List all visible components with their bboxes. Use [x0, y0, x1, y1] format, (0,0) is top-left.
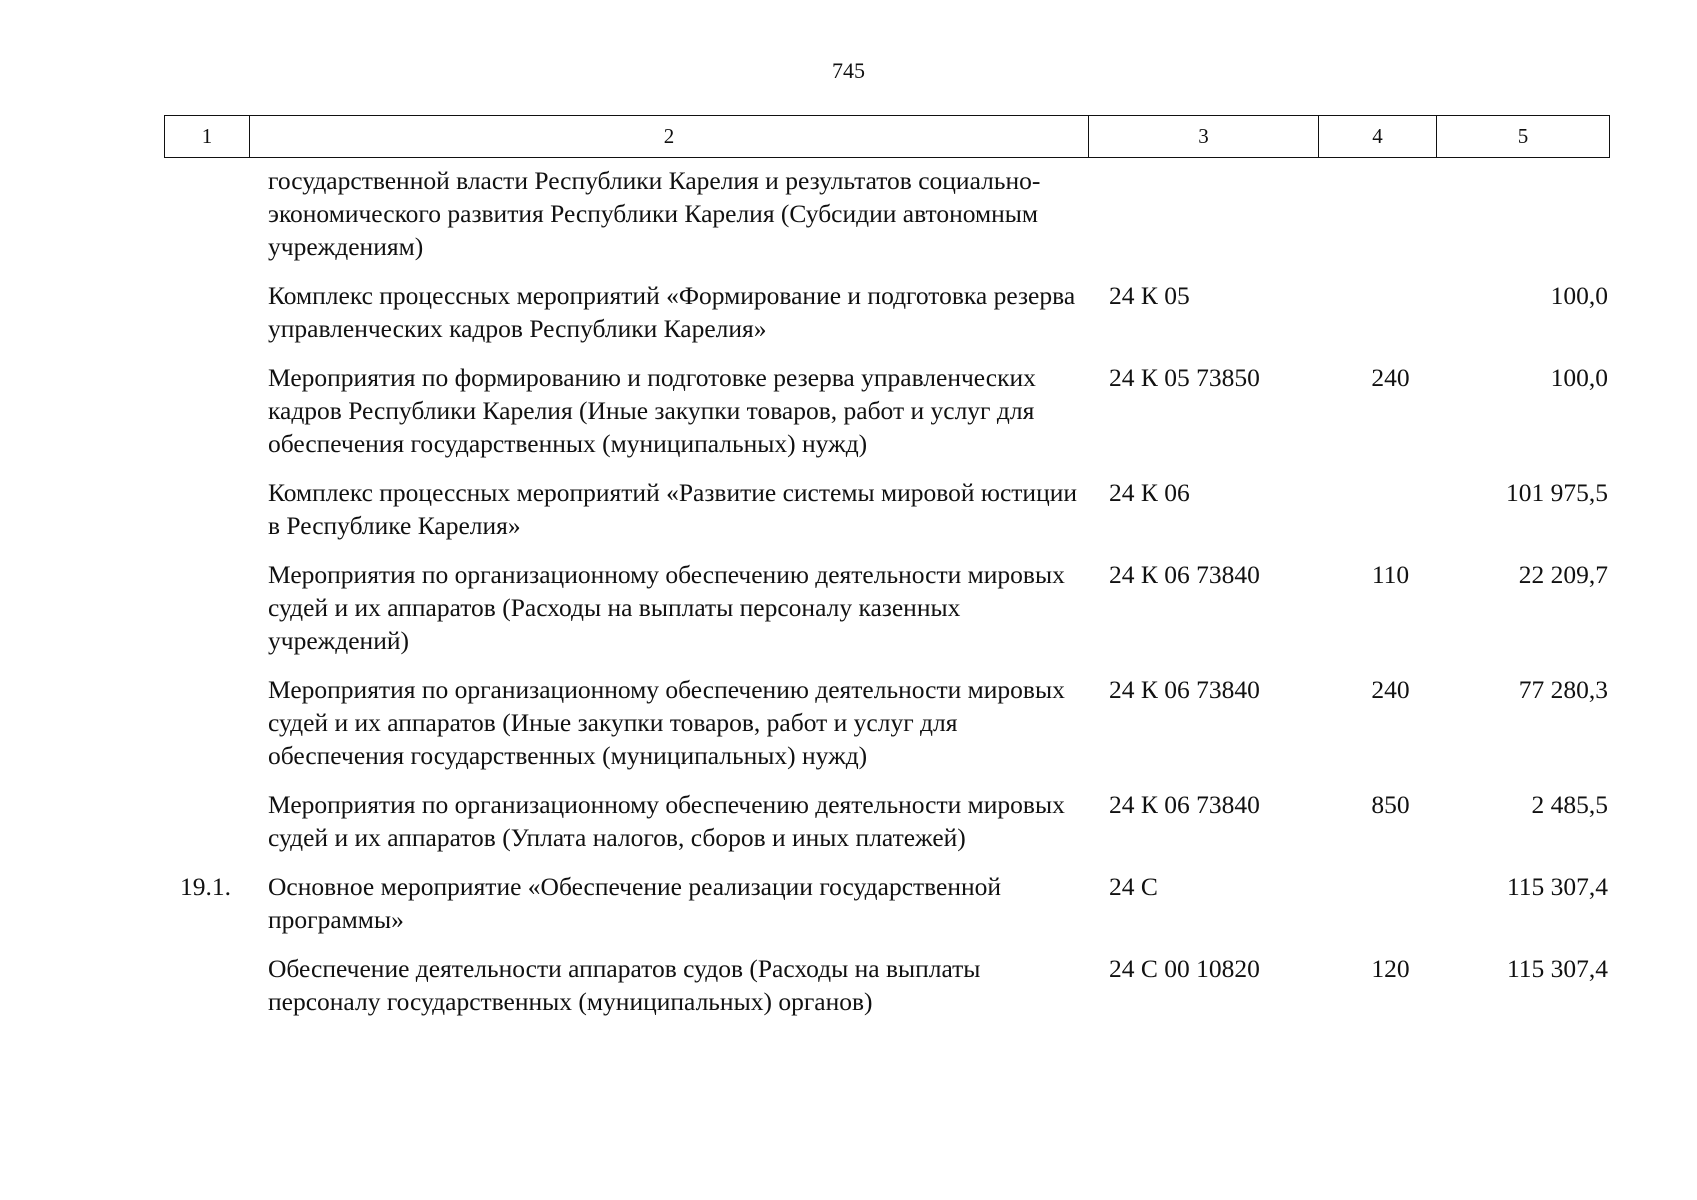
table-body — [164, 164, 1614, 1034]
table-row — [164, 476, 1614, 542]
row-code: 24 С 00 10820 — [1109, 954, 1260, 983]
row-description: Мероприятия по организационному обеспечению деятельности мировых судей и их аппаратов (Расходы на выплаты персоналу казенных учреждений) — [268, 560, 1065, 655]
table-row — [164, 952, 1614, 1018]
table-row — [164, 164, 1614, 263]
row-code: 24 К 05 73850 — [1109, 363, 1260, 392]
row-amount: 77 280,3 — [1518, 675, 1608, 704]
row-amount: 101 975,5 — [1506, 478, 1608, 507]
row-description: Мероприятия по формированию и подготовке резерва управленческих кадров Республики Карелия (Иные закупки товаров, работ и услуг для обеспечения государственных (муниципальных) нужд) — [268, 363, 1036, 458]
row-code: 24 К 06 73840 — [1109, 790, 1260, 819]
column-header-row — [165, 116, 1610, 158]
row-code: 24 К 05 — [1109, 281, 1190, 310]
row-amount: 100,0 — [1550, 363, 1608, 392]
column-header-3: 3 — [1089, 116, 1319, 158]
table-row — [164, 788, 1614, 854]
row-expense-type: 120 — [1371, 954, 1410, 983]
column-header-1: 1 — [165, 116, 250, 158]
table-row — [164, 361, 1614, 460]
row-description: Комплекс процессных мероприятий «Развитие системы мировой юстиции в Республике Карелия» — [268, 478, 1078, 540]
table-row — [164, 279, 1614, 345]
row-description: Обеспечение деятельности аппаратов судов (Расходы на выплаты персоналу государственных (муниципальных) органов) — [268, 954, 981, 1016]
row-expense-type: 850 — [1371, 790, 1410, 819]
table-row — [164, 673, 1614, 772]
row-amount: 100,0 — [1550, 281, 1608, 310]
page-number: 745 — [832, 58, 865, 83]
row-code: 24 С — [1109, 872, 1158, 901]
row-description: Мероприятия по организационному обеспечению деятельности мировых судей и их аппаратов (Уплата налогов, сборов и иных платежей) — [268, 790, 1065, 852]
column-header-5: 5 — [1437, 116, 1610, 158]
row-description: Комплекс процессных мероприятий «Формирование и подготовка резерва управленческих кадров Республики Карелия» — [268, 281, 1076, 343]
row-expense-type: 240 — [1371, 675, 1410, 704]
row-code: 24 К 06 — [1109, 478, 1190, 507]
table-row — [164, 558, 1614, 657]
column-header-2: 2 — [250, 116, 1089, 158]
table-row — [164, 870, 1614, 936]
row-amount: 22 209,7 — [1518, 560, 1608, 589]
row-code: 24 К 06 73840 — [1109, 675, 1260, 704]
column-header-table — [164, 115, 1610, 158]
row-amount: 2 485,5 — [1531, 790, 1608, 819]
row-amount: 115 307,4 — [1506, 954, 1608, 983]
row-expense-type: 240 — [1371, 363, 1410, 392]
row-description: государственной власти Республики Карелия и результатов социально-экономического развития Республики Карелия (Субсидии автономным учреждениям) — [268, 166, 1041, 261]
row-description: Мероприятия по организационному обеспечению деятельности мировых судей и их аппаратов (Иные закупки товаров, работ и услуг для обеспечения государственных (муниципальных) нужд) — [268, 675, 1065, 770]
row-expense-type: 110 — [1371, 560, 1410, 589]
row-description: Основное мероприятие «Обеспечение реализации государственной программы» — [268, 872, 1002, 934]
row-amount: 115 307,4 — [1506, 872, 1608, 901]
column-header-4: 4 — [1319, 116, 1437, 158]
row-code: 24 К 06 73840 — [1109, 560, 1260, 589]
row-number: 19.1. — [180, 872, 231, 901]
